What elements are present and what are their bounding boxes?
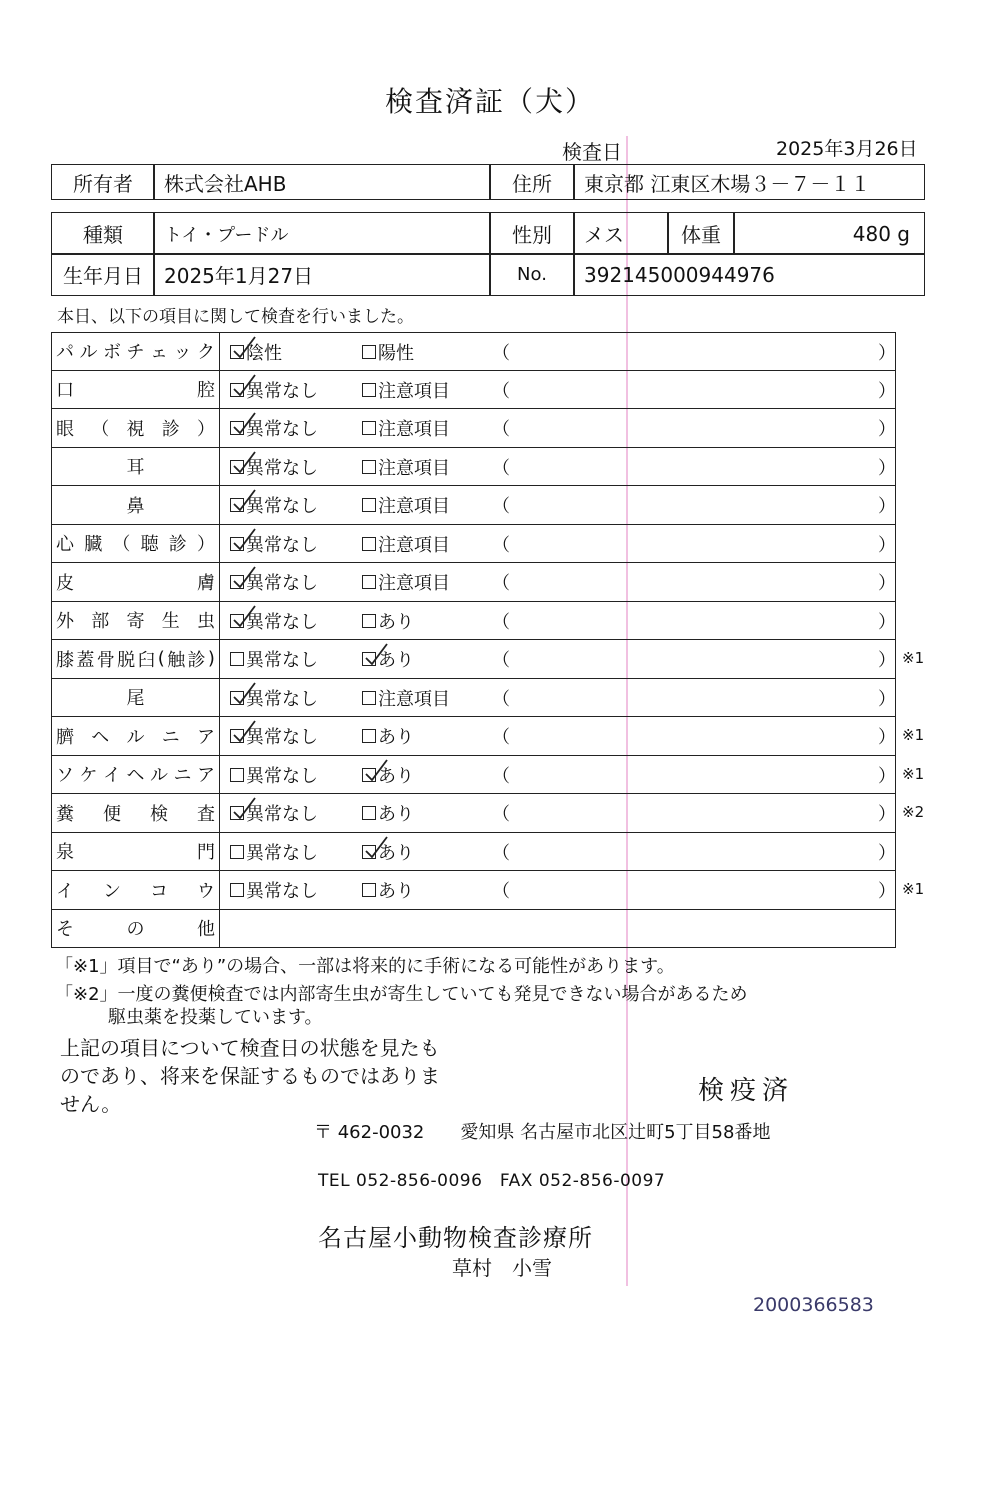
option-abnormal[interactable] [362, 646, 414, 672]
checkbox[interactable] [230, 845, 244, 859]
option-abnormal[interactable] [362, 839, 414, 865]
option-normal[interactable] [230, 800, 318, 826]
note-paren-close: ） [878, 419, 896, 440]
clinic-name: 名古屋小動物検査診療所 [318, 1224, 593, 1252]
note-paren-open: （ [492, 842, 510, 864]
option-label: 注意項目 [378, 688, 450, 710]
row-label: 外 部 寄 生 虫 [52, 602, 220, 640]
checkbox[interactable] [230, 383, 244, 397]
option-normal[interactable] [230, 531, 318, 557]
checkbox[interactable] [230, 460, 244, 474]
row-label: 鼻 [52, 486, 220, 524]
note-paren-open: （ [492, 573, 510, 594]
note-paren-open: （ [492, 343, 510, 364]
exam-date-label: 検査日 [562, 140, 622, 164]
dob-label: 生年月日 [51, 253, 155, 296]
option-abnormal[interactable] [362, 531, 450, 557]
note-mark: ※1 [902, 726, 925, 744]
option-abnormal[interactable] [362, 492, 450, 518]
address-value: 東京都 江東区木場３－７－１１ [573, 164, 925, 200]
option-normal[interactable] [230, 685, 318, 711]
checkbox[interactable] [230, 614, 244, 628]
option-label: 異常なし [246, 419, 318, 440]
note-paren-open: （ [492, 611, 510, 633]
check-mark-icon [231, 566, 257, 592]
table-row [51, 448, 896, 487]
option-label: 異常なし [246, 842, 318, 864]
option-label: あり [378, 650, 414, 671]
option-normal[interactable] [230, 646, 318, 672]
option-label: 異常なし [246, 457, 318, 479]
row-label: 泉 門 [52, 833, 220, 871]
serial-number: 2000366583 [753, 1294, 874, 1316]
option-abnormal[interactable] [362, 800, 414, 826]
option-normal[interactable] [230, 339, 282, 365]
kind-label: 種類 [51, 212, 155, 255]
checkbox[interactable] [230, 421, 244, 435]
option-label: 異常なし [246, 881, 318, 902]
sex-label: 性別 [489, 212, 575, 255]
dob-value: 2025年1月27日 [153, 253, 491, 296]
option-normal[interactable] [230, 569, 318, 595]
option-label: 異常なし [246, 496, 318, 517]
microchip-label: No. [489, 253, 575, 296]
note-paren-open: （ [492, 419, 510, 440]
note-paren-close: ） [878, 650, 896, 671]
note-paren-close: ） [878, 611, 896, 633]
row-label: ソ ケ イ ヘ ル ニ ア [52, 756, 220, 794]
checkbox[interactable] [362, 460, 376, 474]
note-paren-close: ） [878, 534, 896, 556]
note-mark: ※1 [902, 764, 925, 783]
option-abnormal[interactable] [362, 454, 450, 480]
option-label: あり [378, 881, 414, 902]
table-row [51, 833, 896, 872]
table-row-other [51, 910, 896, 949]
option-normal[interactable] [230, 377, 318, 403]
row-label: 皮 膚 [52, 563, 220, 601]
option-abnormal[interactable] [362, 569, 450, 595]
row-label: 尾 [52, 679, 220, 717]
option-label: 注意項目 [378, 496, 450, 517]
option-label: 異常なし [246, 650, 318, 671]
checkbox[interactable] [362, 768, 376, 782]
quarantine-stamp: 検疫済 [698, 1076, 795, 1106]
check-mark-icon [231, 336, 257, 362]
checkbox[interactable] [230, 691, 244, 705]
note-paren-close: ） [878, 573, 896, 594]
checkbox[interactable] [362, 498, 376, 512]
checkbox[interactable] [230, 537, 244, 551]
option-normal[interactable] [230, 454, 318, 480]
note-paren-open: （ [492, 765, 510, 787]
row-label: そ の 他 [52, 910, 220, 948]
note-mark: ※1 [902, 649, 925, 667]
checkbox[interactable] [230, 806, 244, 820]
option-abnormal[interactable] [362, 377, 450, 403]
option-label: あり [378, 765, 414, 787]
check-mark-icon [363, 643, 389, 669]
note-paren-close: ） [878, 457, 896, 479]
table-row [51, 486, 896, 525]
note-mark: ※2 [902, 803, 925, 821]
table-row [51, 794, 925, 833]
checkbox[interactable] [362, 883, 376, 897]
note-mark: ※1 [902, 880, 925, 898]
option-abnormal[interactable] [362, 339, 414, 365]
exam-date: 2025年3月26日 [776, 138, 918, 160]
note-paren-open: （ [492, 534, 510, 556]
note-paren-close: ） [878, 881, 896, 902]
checkbox[interactable] [230, 498, 244, 512]
option-label: 陽性 [378, 343, 414, 364]
option-label: 注意項目 [378, 534, 450, 556]
note-paren-close: ） [878, 343, 896, 364]
option-abnormal[interactable] [362, 415, 450, 441]
row-label: イ ン コ ウ [52, 871, 220, 909]
checkbox[interactable] [362, 537, 376, 551]
checkbox[interactable] [362, 345, 376, 359]
sex-value: メス [573, 212, 669, 255]
option-normal[interactable] [230, 608, 318, 634]
disclaimer: 上記の項目について検査日の状態を見たものであり、将来を保証するものではありません。 [60, 1036, 440, 1116]
row-label: 膝 蓋 骨 脱 臼 ( 触 診 ) [52, 640, 220, 678]
note-paren-open: （ [492, 496, 510, 517]
table-row [51, 525, 896, 564]
checkbox[interactable] [362, 691, 376, 705]
note-paren-close: ） [878, 727, 896, 748]
owner-label: 所有者 [51, 164, 155, 200]
table-row [51, 717, 925, 756]
checkbox[interactable] [362, 845, 376, 859]
option-normal[interactable] [230, 877, 318, 903]
row-label: 眼 （ 視 診 ） [52, 409, 220, 447]
option-label: 注意項目 [378, 380, 450, 402]
clinic-tel-fax: TEL 052-856-0096 FAX 052-856-0097 [318, 1171, 666, 1191]
table-row [51, 409, 896, 448]
table-row [51, 756, 925, 795]
checkbox[interactable] [230, 575, 244, 589]
checkbox[interactable] [362, 383, 376, 397]
option-label: 異常なし [246, 611, 318, 633]
option-abnormal[interactable] [362, 723, 414, 749]
kind-value: トイ・プードル [153, 212, 491, 255]
check-mark-icon [231, 489, 257, 515]
table-row [51, 371, 896, 410]
row-label: パ ル ボ チ ェ ッ ク [52, 333, 220, 370]
checkbox[interactable] [230, 883, 244, 897]
option-label: 陰性 [246, 343, 282, 364]
row-label: 耳 [52, 448, 220, 486]
note-paren-close: ） [878, 496, 896, 517]
check-mark-icon [231, 412, 257, 438]
note-paren-open: （ [492, 727, 510, 748]
check-mark-icon [231, 528, 257, 554]
note-paren-open: （ [492, 380, 510, 402]
option-label: 異常なし [246, 804, 318, 825]
checkbox[interactable] [362, 806, 376, 820]
note-paren-open: （ [492, 804, 510, 825]
note-paren-close: ） [878, 804, 896, 825]
option-label: 異常なし [246, 534, 318, 556]
option-label: あり [378, 727, 414, 748]
option-normal[interactable] [230, 839, 318, 865]
option-normal[interactable] [230, 415, 318, 441]
option-label: 異常なし [246, 380, 318, 402]
option-label: 注意項目 [378, 419, 450, 440]
checkbox[interactable] [362, 575, 376, 589]
note-paren-close: ） [878, 688, 896, 710]
option-normal[interactable] [230, 492, 318, 518]
note-paren-open: （ [492, 650, 510, 671]
note-paren-open: （ [492, 457, 510, 479]
address-label: 住所 [489, 164, 575, 200]
table-row [51, 679, 896, 718]
option-normal[interactable] [230, 723, 318, 749]
row-label: 心 臓 （ 聴 診 ） [52, 525, 220, 563]
option-label: 異常なし [246, 727, 318, 748]
option-label: 注意項目 [378, 573, 450, 594]
option-label: あり [378, 842, 414, 864]
intro-text: 本日、以下の項目に関して検査を行いました。 [57, 307, 414, 327]
option-normal[interactable] [230, 762, 318, 788]
note-paren-close: ） [878, 842, 896, 864]
option-label: あり [378, 804, 414, 825]
checkbox[interactable] [362, 614, 376, 628]
option-label: 異常なし [246, 573, 318, 594]
check-mark-icon [231, 797, 257, 823]
checkbox[interactable] [230, 729, 244, 743]
weight-label: 体重 [667, 212, 735, 255]
table-row [51, 563, 896, 602]
table-row [51, 640, 925, 679]
option-label: 異常なし [246, 688, 318, 710]
table-row [51, 602, 896, 641]
checkbox[interactable] [230, 768, 244, 782]
option-label: 異常なし [246, 765, 318, 787]
option-label: あり [378, 611, 414, 633]
row-label: 口 腔 [52, 371, 220, 409]
note-paren-close: ） [878, 765, 896, 787]
option-label: 注意項目 [378, 457, 450, 479]
check-mark-icon [231, 682, 257, 708]
footnote-2-cont: 駆虫薬を投薬しています。 [108, 1007, 323, 1028]
row-label: 臍 ヘ ル ニ ア [52, 717, 220, 755]
owner-value: 株式会社AHB [153, 164, 491, 200]
footnote-1: 「※1」項目で“あり”の場合、一部は将来的に手術になる可能性があります。 [55, 956, 675, 977]
option-abnormal[interactable] [362, 762, 414, 788]
checkbox[interactable] [230, 345, 244, 359]
check-mark-icon [231, 451, 257, 477]
table-row [51, 332, 896, 371]
check-mark-icon [231, 605, 257, 631]
option-abnormal[interactable] [362, 685, 450, 711]
microchip-value: 392145000944976 [573, 253, 925, 296]
option-abnormal[interactable] [362, 877, 414, 903]
checkbox[interactable] [362, 652, 376, 666]
doctor-name: 草村 小雪 [452, 1256, 552, 1280]
note-paren-open: （ [492, 688, 510, 710]
clinic-address: 〒 462-0032 愛知県 名古屋市北区辻町5丁目58番地 [314, 1122, 771, 1143]
option-abnormal[interactable] [362, 608, 414, 634]
note-paren-close: ） [878, 380, 896, 402]
note-paren-open: （ [492, 881, 510, 902]
check-mark-icon [231, 720, 257, 746]
table-row [51, 871, 925, 910]
row-label: 糞 便 検 査 [52, 794, 220, 832]
check-mark-icon [363, 759, 389, 785]
checkbox[interactable] [362, 729, 376, 743]
checkbox[interactable] [230, 652, 244, 666]
weight-value: 480 g [733, 212, 925, 255]
footnote-2: 「※2」一度の糞便検査では内部寄生虫が寄生していても発見できない場合があるため [55, 984, 748, 1005]
check-mark-icon [363, 836, 389, 862]
check-mark-icon [231, 374, 257, 400]
checkbox[interactable] [362, 421, 376, 435]
document-title: 検査済証（犬） [384, 85, 595, 118]
